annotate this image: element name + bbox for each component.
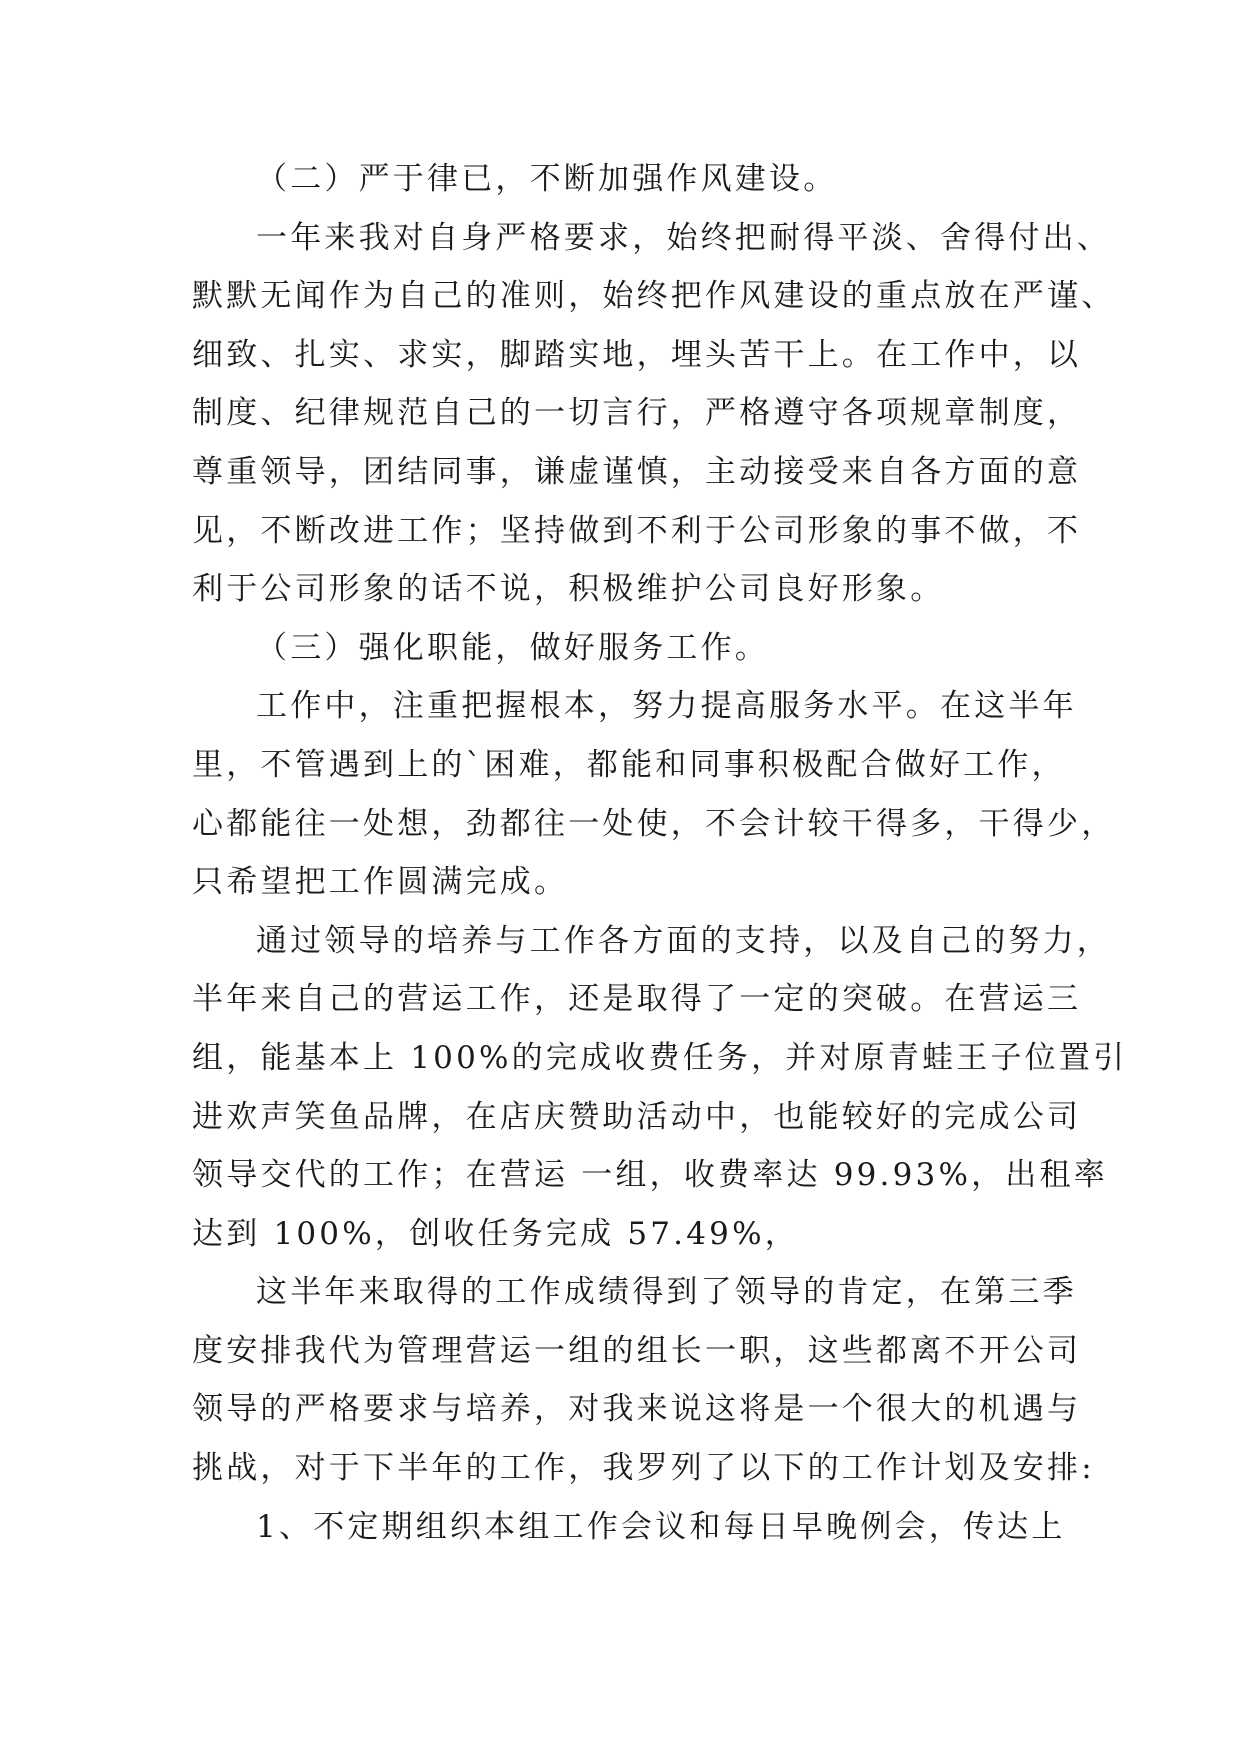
paragraph-line: 挑战，对于下半年的工作，我罗列了以下的工作计划及安排:: [192, 1450, 1095, 1487]
paragraph-line: 细致、扎实、求实，脚踏实地，埋头苦干上。在工作中，以: [192, 336, 1082, 373]
paragraph-line: 尊重领导，团结同事，谦虚谨慎，主动接受来自各方面的意: [192, 453, 1082, 490]
paragraph-line: 见，不断改进工作；坚持做到不利于公司形象的事不做，不: [192, 512, 1082, 549]
paragraph-line: 制度、纪律规范自己的一切言行，严格遵守各项规章制度，: [192, 395, 1082, 432]
paragraph-line: 工作中，注重把握根本，努力提高服务水平。在这半年: [256, 688, 1077, 725]
paragraph-line: 度安排我代为管理营运一组的组长一职，这些都离不开公司: [192, 1332, 1082, 1369]
paragraph-line: 只希望把工作圆满完成。: [192, 864, 569, 901]
paragraph-line: 达到 100%，创收任务完成 57.49%，: [192, 1215, 799, 1252]
list-item: 1、不定期组织本组工作会议和每日早晚例会，传达上: [256, 1508, 1066, 1545]
paragraph-line: 半年来自己的营运工作，还是取得了一定的突破。在营运三: [192, 981, 1082, 1018]
paragraph-line: 一年来我对自身严格要求，始终把耐得平淡、舍得付出、: [256, 219, 1111, 256]
paragraph-line: 默默无闻作为自己的准则，始终把作风建设的重点放在严谨、: [192, 278, 1116, 315]
paragraph-line: 领导交代的工作；在营运 一组，收费率达 99.93%，出租率: [192, 1157, 1108, 1194]
paragraph-line: 这半年来取得的工作成绩得到了领导的肯定，在第三季: [256, 1274, 1077, 1311]
paragraph-line: 领导的严格要求与培养，对我来说这将是一个很大的机遇与: [192, 1391, 1082, 1428]
paragraph-line: 里，不管遇到上的`困难，都能和同事积极配合做好工作，: [192, 746, 1066, 783]
section-heading: （二）严于律已，不断加强作风建设。: [256, 161, 838, 197]
paragraph-line: 进欢声笑鱼品牌，在店庆赞助活动中，也能较好的完成公司: [192, 1098, 1082, 1135]
paragraph-line: 组，能基本上 100%的完成收费任务，并对原青蛙王子位置引: [192, 1039, 1128, 1076]
paragraph-line: 心都能往一处想，劲都往一处使，不会计较干得多，干得少，: [192, 805, 1116, 842]
paragraph-line: 利于公司形象的话不说，积极维护公司良好形象。: [192, 571, 945, 608]
document-body: [192, 150, 1128, 1556]
section-heading: （三）强化职能，做好服务工作。: [256, 629, 769, 666]
paragraph-line: 通过领导的培养与工作各方面的支持，以及自己的努力，: [256, 922, 1111, 959]
